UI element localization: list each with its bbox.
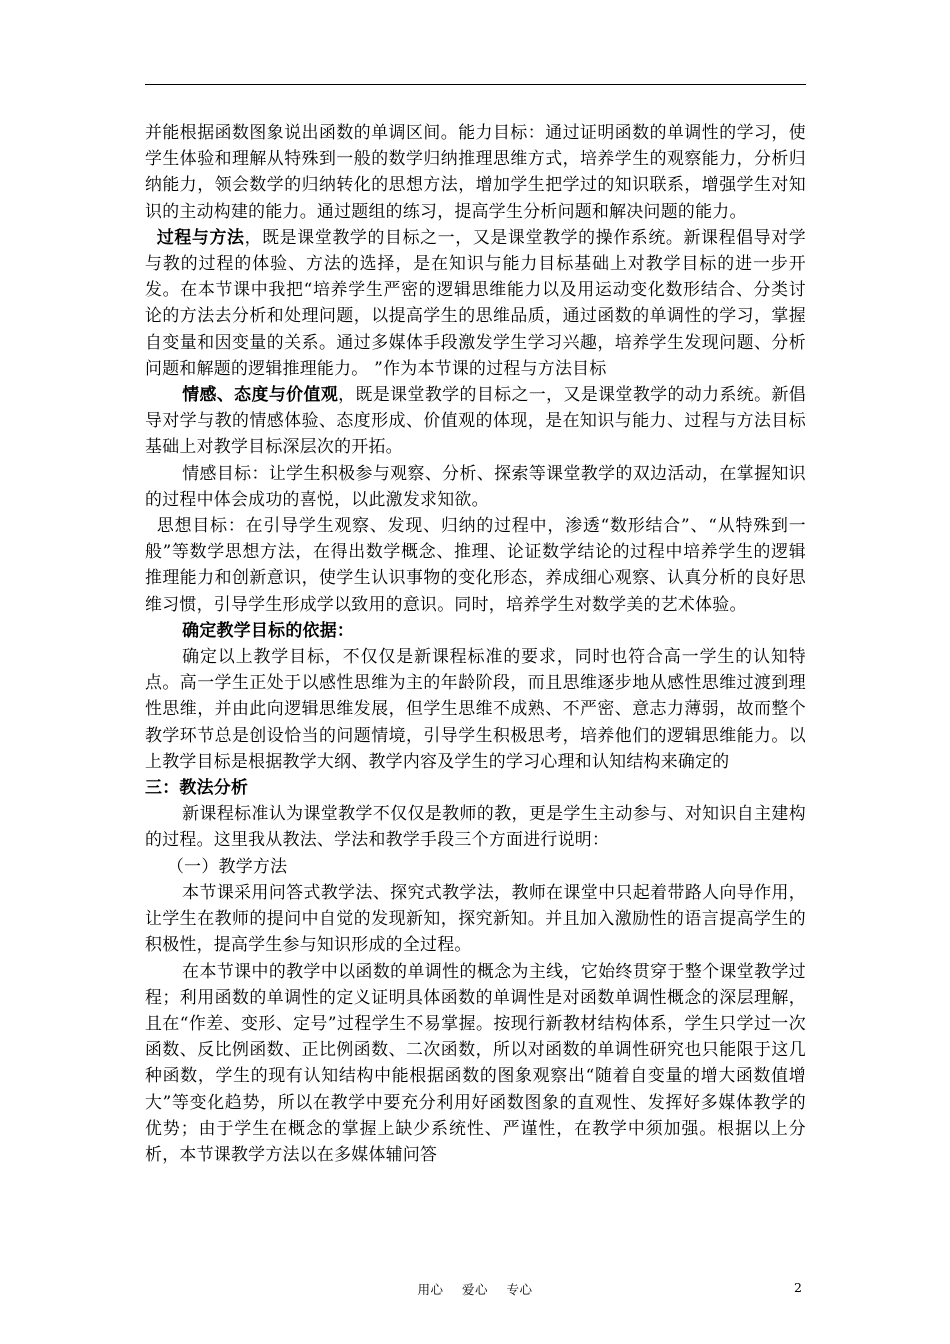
paragraph-process-and-method [145, 224, 806, 381]
process-and-method-text: ，既是课堂教学的目标之一，又是课堂教学的操作系统。新课程倡导对学与教的过程的体验、方法的选择，是在知识与能力目标基础上对教学目标的进一步开发。在本节课中我把“培养学生严密的逻辑思维能力以及用运动变化数形结合、分类讨论的方法去分析和处理问题，以提高学生的思维品质，通过函数的单调性的学习，掌握自变量和因变量的关系。通过多媒体手段激发学生学习兴趣，培养学生发现问题、分析问题和解题的逻辑推理能力。 ”作为本节课的过程与方法目标 [145, 226, 806, 378]
footer-motto: 用心 爱心 专心 [417, 1282, 533, 1297]
paragraph-emotional-goals: 情感目标：让学生积极参与观察、分析、探索等课堂教学的双边活动，在掌握知识的过程中体会成功的喜悦，以此激发求知欲。 [145, 462, 806, 509]
process-and-method-term: 过程与方法 [156, 226, 245, 247]
paragraph-basis-of-goals: 确定以上教学目标，不仅仅是新课程标准的要求，同时也符合高一学生的认知特点。高一学生正处于以感性思维为主的年龄阶段，而且思维逐步地从感性思维过渡到理性思维，并由此向逻辑思维发展，但学生思维不成熟、不严密、意志力薄弱，故而整个教学环节总是创设恰当的问题情境，引导学生积极思考，培养他们的逻辑思维能力。以上教学目标是根据教学大纲、教学内容及学生的学习心理和认知结构来确定的 [145, 646, 806, 771]
paragraph-monotonicity-main-line: 在本节课中的教学中以函数的单调性的概念为主线，它始终贯穿于整个课堂教学过程；利用函数的单调性的定义证明具体函数的单调性是对函数单调性概念的深层理解，且在“作差、变形、定号”过程学生不易掌握。按现行新教材结构体系，学生只学过一次函数、反比例函数、正比例函数、二次函数，所以对函数的单调性研究也只能限于这几种函数，学生的现有认知结构中能根据函数的图象观察出“随着自变量的增大函数值增大”等变化趋势，所以在教学中要充分利用好函数图象的直观性、发挥好多媒体教学的优势；由于学生在概念的掌握上缺少系统性、严谨性，在教学中须加强。根据以上分析，本节课教学方法以在多媒体辅问答 [145, 960, 806, 1164]
emotion-attitude-values-term: 情感、态度与价值观 [182, 384, 339, 405]
paragraph-ability-goals: 并能根据函数图象说出函数的单调区间。能力目标：通过证明函数的单调性的学习，使学生体验和理解从特殊到一般的数学归纳推理思维方式，培养学生的观察能力，分析归纳能力，领会数学的归纳转化的思想方法，增加学生把学过的知识联系，增强学生对知识的主动构建的能力。通过题组的练习，提高学生分析问题和解决问题的能力。 [145, 122, 806, 221]
paragraph-emotion-attitude-values [145, 381, 806, 460]
paragraph-new-curriculum: 新课程标准认为课堂教学不仅仅是教师的教，更是学生主动参与、对知识自主建构的过程。这里我从教法、学法和教学手段三个方面进行说明： [145, 803, 806, 850]
header-rule [145, 84, 806, 85]
heading-basis-of-goals: 确定教学目标的依据： [182, 619, 355, 640]
section-heading-teaching-method-analysis: 三：教法分析 [145, 777, 249, 798]
subheading-teaching-methods: （一）教学方法 [166, 855, 288, 876]
emotion-attitude-values-text: ，既是课堂教学的目标之一，又是课堂教学的动力系统。新倡导对学与教的情感体验、态度形成、价值观的体现，是在知识与能力、过程与方法目标基础上对教学目标深层次的开拓。 [145, 384, 806, 457]
document-body [145, 119, 806, 1167]
paragraph-thinking-goals: 思想目标：在引导学生观察、发现、归纳的过程中，渗透“数形结合”、“从特殊到一般”等数学思想方法，在得出数学概念、推理、论证数学结论的过程中培养学生的逻辑推理能力和创新意识，使学生认识事物的变化形态，养成细心观察、认真分析的良好思维习惯，引导学生形成学以致用的意识。同时，培养学生对数学美的艺术体验。 [145, 515, 806, 614]
paragraph-question-answer-method: 本节课采用问答式教学法、探究式教学法，教师在课堂中只起着带路人向导作用，让学生在教师的提问中自觉的发现新知，探究新知。并且加入激励性的语言提高学生的积极性，提高学生参与知识形成的全过程。 [145, 881, 806, 955]
page-number: 2 [794, 1280, 802, 1295]
